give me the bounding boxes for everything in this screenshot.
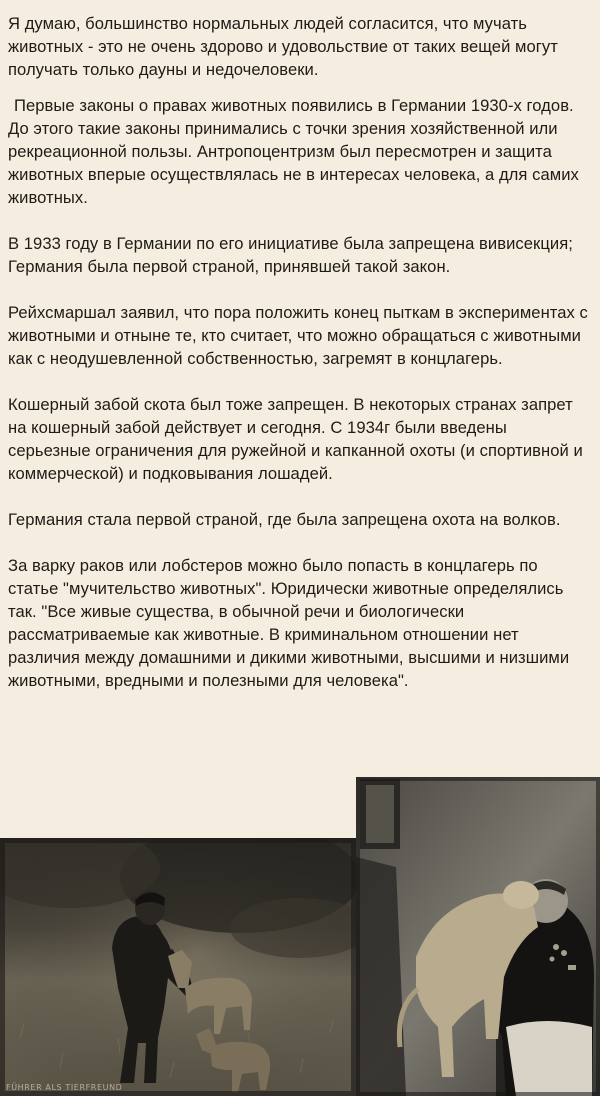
photo-man-with-lion-cub xyxy=(356,777,600,1096)
paragraph-reichsmarschall: Рейхсмаршал заявил, что пора положить конец пыткам в экспериментах с животными и отныне те, кто считает, что можно обращаться с животными как с неодушевленной собственностью, загремят в концлагерь. xyxy=(8,303,593,368)
photo-man-feeding-deer xyxy=(0,838,356,1096)
photo-man-with-lion-cub-image xyxy=(356,777,600,1096)
paragraph-crustaceans: За варку раков или лобстеров можно было попасть в концлагерь по статье "мучительство животных". Юридически животные определялись так. "Все живые существа, в обычной речи и биологически рассматриваемые как животные. В криминальном отношении нет различия между домашними и дикими животными, высшими и низшими животными, вредными и полезными для человека". xyxy=(8,556,574,690)
paragraph-first-laws: Первые законы о правах животных появились в Германии 1930-х годов. До этого такие законы принимались с точки зрения хозяйственной или рекреационной пользы. Антропоцентризм был пересмотрен и защита животных вперые осуществлялась не в интересах человека, а для самих животных. xyxy=(8,96,584,207)
photo-man-feeding-deer-image xyxy=(0,838,356,1096)
paragraph-intro: Я думаю, большинство нормальных людей согласится, что мучать животных - это не очень здорово и удовольствие от таких вещей могут получать только дауны и недочеловеки. xyxy=(8,14,563,79)
photo-caption: FÜHRER ALS TIERFREUND xyxy=(6,1083,123,1092)
paragraph-wolf-hunting: Германия стала первой страной, где была запрещена охота на волков. xyxy=(8,510,561,529)
paragraph-kosher-ban: Кошерный забой скота был тоже запрещен. В некоторых странах запрет на кошерный забой действует и сегодня. С 1934г были введены серьезные ограничения для ружейной и капканной охоты (и спортивной и коммерческой) и подковывания лошадей. xyxy=(8,395,588,483)
article-text xyxy=(8,12,592,715)
paragraph-vivisection-ban: В 1933 году в Германии по его инициативе была запрещена вивисекция; Германия была первой страной, принявшей такой закон. xyxy=(8,234,578,276)
